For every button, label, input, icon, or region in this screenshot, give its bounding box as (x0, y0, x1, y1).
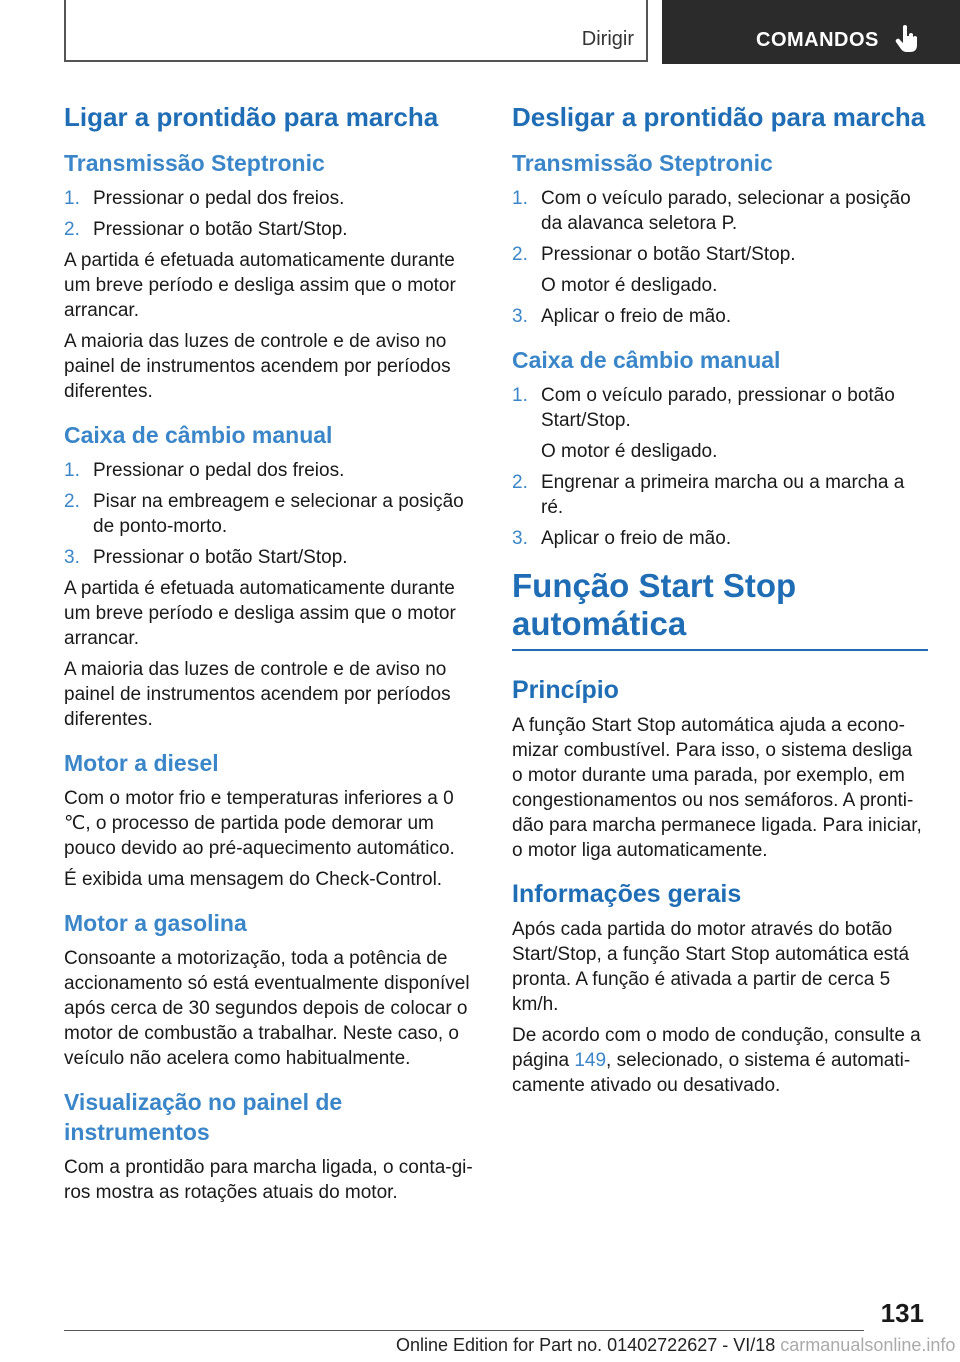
heading-gasoline: Motor a gasolina (64, 910, 247, 936)
paragraph: A partida é efetuada automaticamente durante um breve período e desliga assim que o motor arrancar. (64, 578, 456, 649)
paragraph: De acordo com o modo de condução, consulte a página 149, selecionado, o sistema é automaticamente ativado ou desativado. (512, 1025, 921, 1096)
heading-general-info: Informações gerais (512, 880, 742, 908)
paragraph: A maioria das luzes de controle e de aviso no painel de instrumentos acendem por períodos diferentes. (64, 331, 451, 402)
gasoline-section (64, 908, 476, 1071)
paragraph: Com a prontidão para marcha ligada, o conta-giros mostra as rotações atuais do motor. (64, 1157, 473, 1203)
principle-section (512, 675, 928, 863)
hand-pointer-icon (894, 24, 920, 54)
heading-manual: Caixa de câmbio manual (64, 422, 333, 448)
paragraph: Após cada partida do motor através do botão Start/Stop, a função Start Stop automática está pronta. A função é ativada a partir de cerca 5 km/h. (512, 919, 910, 1015)
paragraph: A função Start Stop automática ajuda a economizar combustível. Para isso, o sistema desliga o motor durante uma parada, por exemplo, em congestionamentos ou nos semáforos. A prontidão para marcha permanece ligada. Para iniciar, o motor liga automaticamente. (512, 715, 922, 861)
page-header (0, 0, 960, 66)
paragraph: Consoante a motorização, toda a potência de accionamento só está eventualmente disponível após cerca de 30 segundos depois de colocar o motor de combustão a trabalhar. Neste caso, o veículo não acelera como habitualmente. (64, 948, 470, 1069)
instrument-display-section (64, 1087, 476, 1205)
chapter-tab (662, 0, 960, 64)
section-label: Dirigir (581, 28, 634, 50)
list-item: 3. Aplicar o freio de mão. (512, 306, 732, 327)
chapter-title-start-stop: Função Start Stop automática (512, 567, 797, 642)
paragraph: A maioria das luzes de controle e de aviso no painel de instrumentos acendem por períodos diferentes. (64, 659, 451, 730)
section-title-start: Ligar a prontidão para marcha (64, 102, 439, 132)
general-info-section (512, 879, 928, 1098)
page-number: 131 (880, 1298, 924, 1328)
section-tab (64, 0, 648, 62)
list-item: 1. Com o veículo parado, selecionar a posição da alavanca seletora P. (512, 188, 911, 234)
footer-divider (64, 1330, 864, 1331)
paragraph: A partida é efetuada automaticamente durante um breve período e desliga assim que o motor arrancar. (64, 250, 456, 321)
footer (396, 1335, 955, 1356)
manual-start-section (64, 420, 476, 732)
heading-instrument-display: Visualização no painel de instrumentos (64, 1089, 343, 1145)
list-item: 3. Aplicar o freio de mão. (512, 528, 732, 549)
paragraph: Com o motor frio e temperaturas inferiores a 0 ℃, o processo de partida pode demorar um pouco devido ao pré-aquecimento automático. (64, 788, 455, 859)
paragraph: É exibida uma mensagem do Check-Control. (64, 869, 443, 890)
heading-principle: Princípio (512, 676, 619, 704)
watermark: carmanualsonline.info (780, 1335, 956, 1355)
list-item: 2. Pisar na embreagem e selecionar a posição de ponto-morto. (64, 491, 464, 537)
steps-list (512, 383, 928, 551)
heading-steptronic: Transmissão Steptronic (64, 150, 325, 176)
section-title-stop: Desligar a prontidão para marcha (512, 102, 926, 132)
heading-manual: Caixa de câmbio manual (512, 347, 781, 373)
steptronic-start-section (64, 148, 476, 404)
steptronic-stop-section (512, 148, 928, 329)
right-column (512, 100, 928, 1114)
manual-stop-section (512, 345, 928, 551)
steps-list (512, 186, 928, 329)
edition-text: Online Edition for Part no. 01402722627 - VI/18 (396, 1335, 776, 1355)
list-item: 3. Pressionar o botão Start/Stop. (64, 547, 348, 568)
list-item: 2. Engrenar a primeira marcha ou a marcha a ré. (512, 472, 905, 518)
heading-steptronic: Transmissão Steptronic (512, 150, 773, 176)
title-divider (512, 649, 928, 651)
list-item: 1. Pressionar o pedal dos freios. (64, 188, 345, 209)
chapter-label: COMANDOS (756, 29, 879, 51)
list-item: 1. Pressionar o pedal dos freios. (64, 460, 345, 481)
diesel-section (64, 748, 476, 892)
heading-diesel: Motor a diesel (64, 750, 219, 776)
steps-list (64, 458, 476, 570)
list-item: 2. Pressionar o botão Start/Stop. (64, 219, 348, 240)
page-reference-link[interactable]: 149 (574, 1050, 607, 1071)
list-item: 1. Com o veículo parado, pressionar o botão Start/Stop. O motor é desligado. (512, 385, 895, 462)
list-item: 2. Pressionar o botão Start/Stop. O motor é desligado. (512, 244, 796, 296)
steps-list (64, 186, 476, 242)
left-column (64, 100, 476, 1221)
